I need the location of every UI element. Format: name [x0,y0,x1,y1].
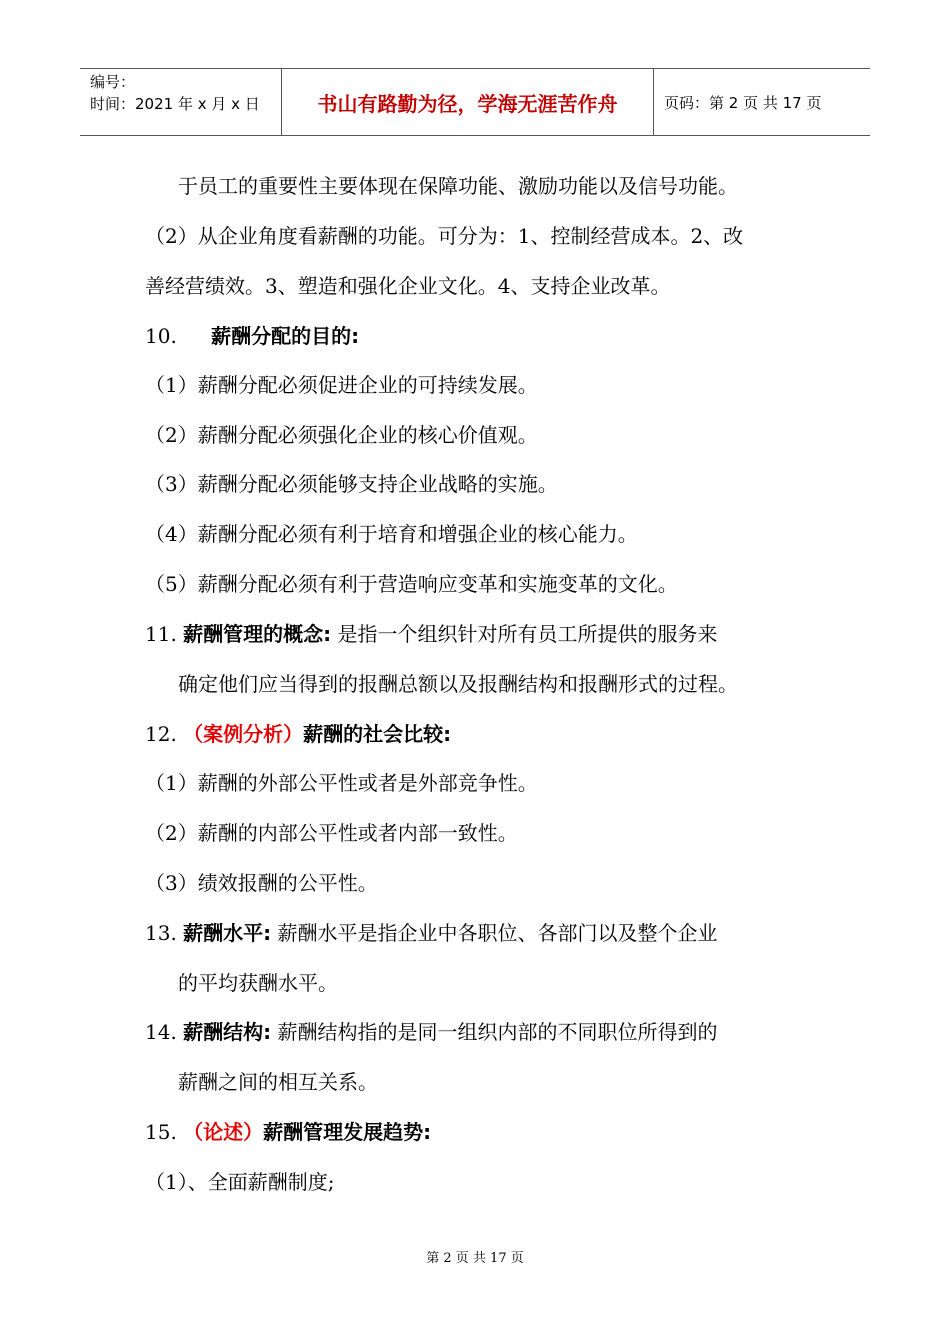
section-text: 是指一个组织针对所有员工所提供的服务来 [331,622,718,646]
section-number: 14. [145,1020,177,1044]
section-title: 薪酬水平: [183,921,272,945]
list-item: （3）薪酬分配必须能够支持企业战略的实施。 [145,472,558,496]
section-text: 薪酬结构指的是同一组织内部的不同职位所得到的 [271,1020,718,1044]
section-heading-11 [145,618,718,647]
section-number: 11. [145,622,177,646]
list-item: （5）薪酬分配必须有利于营造响应变革和实施变革的文化。 [145,572,678,596]
section-title: 薪酬结构: [183,1020,272,1044]
section-text: 薪酬水平是指企业中各职位、各部门以及整个企业 [271,921,718,945]
list-item: （1）薪酬的外部公平性或者是外部竞争性。 [145,771,538,795]
paragraph-line: 于员工的重要性主要体现在保障功能、激励功能以及信号功能。 [178,174,738,198]
paragraph-line: 善经营绩效。3、塑造和强化企业文化。4、支持企业改革。 [145,274,671,298]
paragraph-line: 薪酬之间的相互关系。 [178,1070,378,1094]
section-heading-14 [145,1016,718,1045]
list-item: （2）薪酬分配必须强化企业的核心价值观。 [145,423,538,447]
list-item: （1）、全面薪酬制度; [145,1170,335,1194]
page-footer: 第 2 页 共 17 页 [426,1251,524,1266]
section-heading-15 [145,1116,431,1145]
section-title: 薪酬分配的目的: [211,324,360,348]
document-number: 编号： [90,73,136,91]
paragraph-line: 的平均获酬水平。 [178,971,338,995]
header-page-number: 页码：第 2 页 共 17 页 [664,93,822,112]
section-tag: （案例分析） [183,722,304,746]
paragraph-line: （2）从企业角度看薪酬的功能。可分为：1、控制经营成本。2、改 [145,224,744,248]
section-heading-10 [145,320,359,349]
list-item: （3）绩效报酬的公平性。 [145,871,378,895]
page-header [80,68,870,136]
header-motto: 书山有路勤为径，学海无涯苦作舟 [282,69,654,135]
list-item: （2）薪酬的内部公平性或者内部一致性。 [145,821,518,845]
section-number: 12. [145,722,177,746]
section-heading-13 [145,917,718,946]
section-number: 13. [145,921,177,945]
document-date: 时间：2021 年 x 月 x 日 [90,95,260,113]
list-item: （1）薪酬分配必须促进企业的可持续发展。 [145,373,538,397]
paragraph-line: 确定他们应当得到的报酬总额以及报酬结构和报酬形式的过程。 [178,672,738,696]
section-title: 薪酬的社会比较: [303,722,452,746]
section-title: 薪酬管理发展趋势: [263,1120,432,1144]
section-title: 薪酬管理的概念: [183,622,332,646]
section-number: 15. [145,1120,177,1144]
section-number: 10. [145,324,177,348]
list-item: （4）薪酬分配必须有利于培育和增强企业的核心能力。 [145,522,638,546]
header-meta [80,69,282,135]
section-tag: （论述） [183,1120,264,1144]
section-heading-12 [145,718,451,747]
